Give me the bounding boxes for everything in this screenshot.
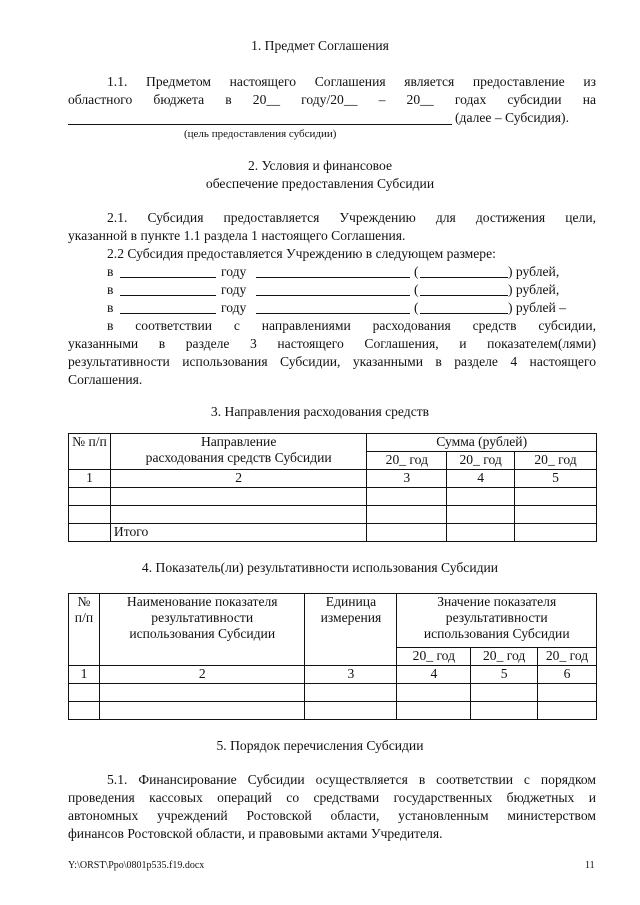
table-cell xyxy=(367,524,447,542)
section-2-1-line-2: указанной в пункте 1.1 раздела 1 настоящего Соглашения. xyxy=(68,228,406,243)
section-5-title: 5. Порядок перечисления Субсидии xyxy=(216,738,424,753)
page-number: 11 xyxy=(585,860,595,871)
section-5-line-4: финансов Ростовской области, и правовыми актами Учредителя. xyxy=(68,826,443,841)
header-year-3: 20_ год xyxy=(515,452,597,470)
amount-row-tail: ) рублей – xyxy=(508,300,567,315)
year-blank-line xyxy=(120,295,216,296)
column-number-row xyxy=(69,470,597,488)
amount-words-blank-line xyxy=(256,313,410,314)
year-blank-line xyxy=(120,313,216,314)
table-cell xyxy=(69,524,111,542)
amount-digits-blank-line xyxy=(420,277,508,278)
section-2-2: 2.2 Субсидия предоставляется Учреждению в следующем размере: xyxy=(107,246,496,261)
header-direction-line-2: расходования средств Субсидии xyxy=(145,450,332,465)
header-direction xyxy=(110,434,366,470)
section-2-3-line-4: Соглашения. xyxy=(68,372,143,387)
table-cell xyxy=(397,702,471,720)
amount-row-year-word: году xyxy=(221,300,247,315)
header-unit: Единица измерения xyxy=(305,594,397,666)
table-cell xyxy=(471,702,538,720)
header-sum: Сумма (рублей) xyxy=(367,434,597,452)
amount-digits-blank-line xyxy=(420,295,508,296)
section-1-line-3-tail: (далее – Субсидия). xyxy=(455,110,569,125)
amount-row-year-word: году xyxy=(221,264,247,279)
table-cell xyxy=(305,684,397,702)
col-number: 3 xyxy=(305,666,397,684)
table-cell xyxy=(471,684,538,702)
col-number: 2 xyxy=(110,470,366,488)
amount-words-blank-line xyxy=(256,277,410,278)
table-cell xyxy=(110,506,366,524)
table-cell xyxy=(69,488,111,506)
section-2-3-line-2: указанными в разделе 3 настоящего Соглашения, и показателем(лями) xyxy=(68,336,596,351)
section-3-title: 3. Направления расходования средств xyxy=(210,404,430,419)
col-number: 1 xyxy=(69,470,111,488)
table-cell xyxy=(397,684,471,702)
section-4-title: 4. Показатель(ли) результативности использования Субсидии xyxy=(141,560,499,575)
table-cell xyxy=(69,506,111,524)
performance-indicators-table xyxy=(68,593,597,720)
table-cell xyxy=(99,702,305,720)
col-number: 1 xyxy=(69,666,100,684)
section-5-line-1: 5.1. Финансирование Субсидии осуществляется в соответствии с порядком xyxy=(107,772,596,787)
amount-words-blank-line xyxy=(256,295,410,296)
header-year-3: 20_ год xyxy=(538,648,597,666)
purpose-caption: (цель предоставления субсидии) xyxy=(184,128,337,140)
amount-row-year-word: году xyxy=(221,282,247,297)
table-cell xyxy=(69,684,100,702)
amount-row-open-paren: ( xyxy=(414,300,419,315)
table-cell xyxy=(69,702,100,720)
amount-row-tail: ) рублей, xyxy=(508,282,560,297)
table-cell xyxy=(447,488,515,506)
section-5-line-2: проведения кассовых операций со средствами государственных бюджетных и xyxy=(68,790,596,805)
col-number: 6 xyxy=(538,666,597,684)
table-row xyxy=(69,684,597,702)
amount-row-open-paren: ( xyxy=(414,282,419,297)
table-cell xyxy=(305,702,397,720)
section-2-1-line-1: 2.1. Субсидия предоставляется Учреждению для достижения цели, xyxy=(107,210,596,225)
amount-row-tail: ) рублей, xyxy=(508,264,560,279)
section-2-title-line-1: 2. Условия и финансовое xyxy=(247,158,393,173)
table-cell xyxy=(538,702,597,720)
year-blank-line xyxy=(120,277,216,278)
total-label: Итого xyxy=(110,524,366,542)
table-cell xyxy=(447,506,515,524)
header-year-1: 20_ год xyxy=(397,648,471,666)
table-cell xyxy=(515,506,597,524)
table-header-row xyxy=(69,594,597,648)
col-number: 5 xyxy=(471,666,538,684)
section-1-line-2: областного бюджета в 20__ году/20__ – 20__ годах субсидии на xyxy=(68,92,596,107)
table-row xyxy=(69,488,597,506)
section-1-line-1: 1.1. Предметом настоящего Соглашения является предоставление из xyxy=(107,74,596,89)
amount-row-prefix: в xyxy=(107,300,114,315)
header-num: № п/п xyxy=(69,434,111,470)
section-1-title: 1. Предмет Соглашения xyxy=(251,38,389,53)
header-num: № п/п xyxy=(69,594,100,666)
col-number: 5 xyxy=(515,470,597,488)
amount-row-prefix: в xyxy=(107,282,114,297)
total-row xyxy=(69,524,597,542)
footer-file-path: Y:\ORST\Ppo\0801p535.f19.docx xyxy=(68,860,205,871)
amount-row-open-paren: ( xyxy=(414,264,419,279)
table-cell xyxy=(515,488,597,506)
table-cell xyxy=(110,488,366,506)
header-indicator-name: Наименование показателя результативности использования Субсидии xyxy=(99,594,305,666)
header-indicator-value: Значение показателя результативности использования Субсидии xyxy=(397,594,597,648)
col-number: 3 xyxy=(367,470,447,488)
col-number: 4 xyxy=(397,666,471,684)
header-year-2: 20_ год xyxy=(447,452,515,470)
header-direction-line-1: Направление xyxy=(200,434,277,449)
section-5-line-3: автономных учреждений Ростовской области, установленным министерством xyxy=(68,808,596,823)
table-cell xyxy=(99,684,305,702)
header-year-1: 20_ год xyxy=(367,452,447,470)
header-year-2: 20_ год xyxy=(471,648,538,666)
table-cell xyxy=(538,684,597,702)
table-header-row xyxy=(69,434,597,452)
expense-directions-table xyxy=(68,433,597,542)
col-number: 2 xyxy=(99,666,305,684)
table-cell xyxy=(367,488,447,506)
table-cell xyxy=(447,524,515,542)
column-number-row xyxy=(69,666,597,684)
section-2-3-line-1: в соответствии с направлениями расходования средств субсидии, xyxy=(107,318,596,333)
table-row xyxy=(69,506,597,524)
section-2-title-line-2: обеспечение предоставления Субсидии xyxy=(205,176,435,191)
table-row xyxy=(69,702,597,720)
col-number: 4 xyxy=(447,470,515,488)
table-cell xyxy=(367,506,447,524)
amount-row-prefix: в xyxy=(107,264,114,279)
table-cell xyxy=(515,524,597,542)
section-2-3-line-3: результативности использования Субсидии, указанными в разделе 4 настоящего xyxy=(68,354,596,369)
amount-digits-blank-line xyxy=(420,313,508,314)
